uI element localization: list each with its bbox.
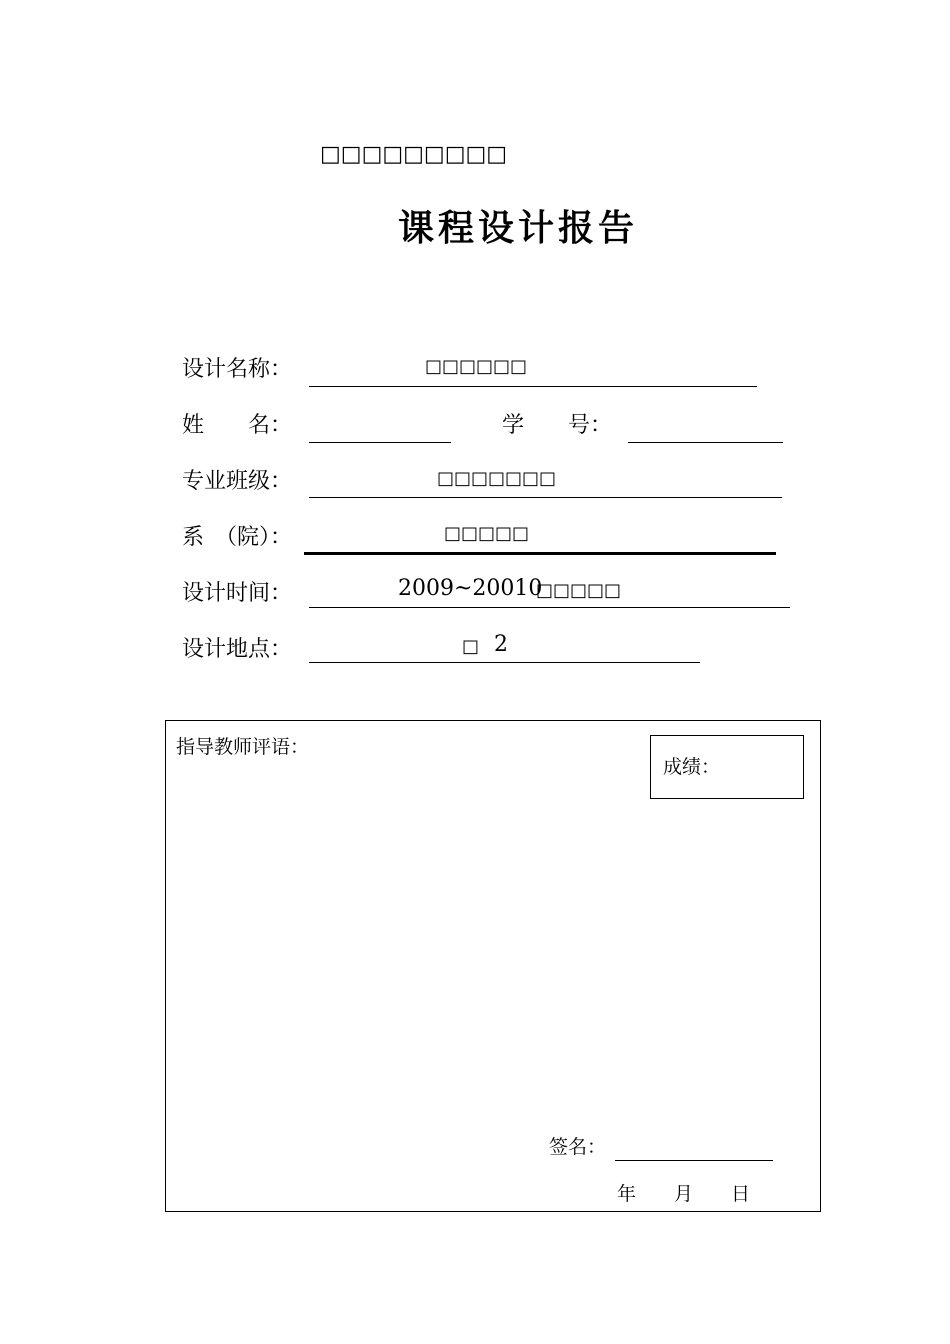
department-underline <box>304 552 776 555</box>
student-id-label: 学 号： <box>502 413 613 438</box>
name-label: 姓 名： <box>182 413 293 438</box>
design-time-label: 设计时间： <box>182 581 293 606</box>
design-time-term: □□□□□ <box>536 580 622 601</box>
year-label: 年 <box>617 1183 637 1205</box>
day-label: 日 <box>731 1183 751 1205</box>
month-label: 月 <box>674 1183 694 1205</box>
signature-underline[interactable] <box>615 1160 773 1161</box>
design-place-underline <box>309 662 700 663</box>
name-underline[interactable] <box>309 442 451 443</box>
department-value: □□□□□ <box>444 523 530 544</box>
design-place-number: 2 <box>494 632 508 657</box>
teacher-comment-label: 指导教师评语： <box>176 736 310 758</box>
department-label: 系 （院）： <box>182 525 293 550</box>
signature-label: 签名： <box>549 1136 607 1158</box>
design-time-years: 2009~20010 <box>398 576 543 601</box>
design-place-char: □ <box>462 636 480 657</box>
report-title: 课程设计报告 <box>397 208 638 249</box>
school-name: □□□□□□□□□ <box>320 142 508 167</box>
design-name-label: 设计名称： <box>182 357 293 382</box>
design-name-underline <box>309 386 757 387</box>
major-class-value: □□□□□□□ <box>437 468 557 489</box>
design-name-value: □□□□□□ <box>425 356 528 377</box>
grade-label: 成绩： <box>663 756 721 778</box>
major-class-underline <box>309 497 782 498</box>
design-place-label: 设计地点： <box>182 637 293 662</box>
design-time-underline <box>309 607 790 608</box>
major-class-label: 专业班级： <box>182 469 293 494</box>
student-id-underline[interactable] <box>628 442 783 443</box>
